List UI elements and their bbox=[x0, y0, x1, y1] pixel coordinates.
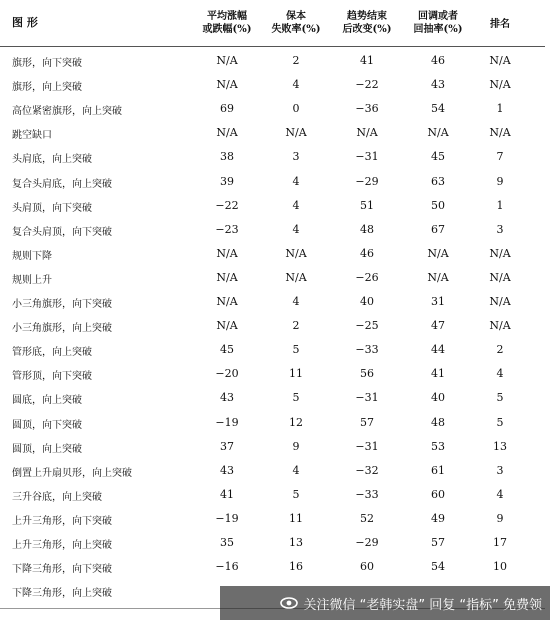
row-trend-value: −22 bbox=[355, 78, 379, 92]
row-trend-value: 51 bbox=[360, 198, 374, 212]
header-rank: 排名 bbox=[490, 19, 510, 30]
table-row bbox=[0, 363, 545, 387]
row-trend-value: N/A bbox=[356, 126, 378, 140]
row-pattern-name: 旗形，向上突破 bbox=[12, 82, 82, 94]
row-pattern-name: 旗形，向下突破 bbox=[12, 58, 82, 69]
table-row bbox=[0, 267, 545, 291]
row-rank-value: 5 bbox=[496, 415, 504, 429]
row-pull-value: N/A bbox=[427, 270, 449, 284]
row-pattern-name: 圆顶，向下突破 bbox=[12, 419, 82, 431]
row-pattern-name: 头肩顶，向下突破 bbox=[12, 202, 92, 214]
header-trend-change bbox=[334, 10, 400, 36]
row-pull-value: 40 bbox=[431, 391, 445, 405]
header-fail-rate-line2: 失败率(%) bbox=[271, 24, 321, 35]
row-avg-value: 39 bbox=[220, 174, 234, 188]
row-rank-value: 4 bbox=[496, 367, 504, 381]
row-pattern-name: 三升谷底，向上突破 bbox=[12, 491, 102, 503]
row-avg-value: N/A bbox=[216, 126, 238, 140]
row-avg-value: −19 bbox=[215, 511, 239, 525]
row-pull-value: 49 bbox=[431, 511, 445, 525]
row-pull-value: 48 bbox=[431, 415, 445, 429]
table-row bbox=[0, 412, 545, 436]
row-pull-value: 47 bbox=[431, 319, 445, 333]
row-fail-value: 9 bbox=[292, 439, 300, 453]
row-pull-value: 31 bbox=[431, 295, 445, 308]
row-pattern-name: 高位紧密旗形，向上突破 bbox=[12, 106, 122, 118]
row-pattern-name: 上升三角形，向下突破 bbox=[12, 515, 112, 527]
row-avg-value: N/A bbox=[216, 78, 238, 92]
row-pattern-name: 圆顶，向上突破 bbox=[12, 443, 82, 455]
row-fail-value: 11 bbox=[289, 367, 303, 381]
row-rank-value: 9 bbox=[496, 511, 504, 525]
header-trend-change-line1: 趋势结束 bbox=[347, 11, 387, 22]
row-avg-value: N/A bbox=[216, 319, 238, 333]
row-rank-value: N/A bbox=[489, 295, 511, 308]
row-rank-value: 1 bbox=[496, 102, 504, 116]
row-fail-value: 4 bbox=[292, 295, 300, 308]
row-avg-value: N/A bbox=[216, 295, 238, 308]
row-fail-value: 4 bbox=[292, 174, 300, 188]
row-fail-value: 2 bbox=[292, 319, 300, 333]
row-pattern-name: 头肩底，向上突破 bbox=[12, 154, 92, 166]
row-pull-value: 45 bbox=[431, 150, 445, 164]
table-row bbox=[0, 74, 545, 98]
row-rank-value: 13 bbox=[493, 439, 507, 453]
table-row bbox=[0, 556, 545, 580]
row-pull-value: N/A bbox=[427, 246, 449, 260]
row-trend-value: 41 bbox=[360, 54, 374, 67]
row-trend-value: −26 bbox=[355, 270, 379, 284]
row-avg-value: −20 bbox=[215, 367, 239, 381]
row-avg-value: N/A bbox=[216, 270, 238, 284]
row-pattern-name: 管形底，向上突破 bbox=[12, 347, 92, 359]
row-fail-value: 16 bbox=[289, 560, 303, 574]
row-trend-value: −33 bbox=[355, 343, 379, 357]
row-trend-value: 52 bbox=[360, 511, 374, 525]
row-avg-value: −22 bbox=[215, 198, 239, 212]
header-pullback-rate-line2: 回抽率(%) bbox=[413, 24, 463, 35]
header-fail-rate-line1: 保本 bbox=[286, 11, 306, 22]
row-rank-value: 3 bbox=[496, 463, 504, 477]
row-pull-value: 67 bbox=[431, 222, 445, 236]
row-trend-value: 60 bbox=[360, 560, 374, 574]
row-pull-value: 57 bbox=[431, 536, 445, 549]
row-pattern-name: 复合头肩顶，向下突破 bbox=[12, 226, 112, 238]
table-row bbox=[0, 195, 545, 219]
row-trend-value: 48 bbox=[360, 222, 374, 236]
row-avg-value: 35 bbox=[220, 536, 234, 549]
watermark-text: 关注微信 “老韩实盘” 回复 “指标” 免费领 bbox=[303, 597, 542, 613]
row-rank-value: 9 bbox=[496, 174, 504, 188]
row-pull-value: 63 bbox=[431, 174, 445, 188]
row-rank-value: 1 bbox=[496, 198, 504, 212]
table-row bbox=[0, 484, 545, 508]
watermark-banner bbox=[220, 586, 550, 620]
row-avg-value: 41 bbox=[220, 487, 234, 501]
row-fail-value: 5 bbox=[292, 343, 300, 357]
row-pattern-name: 跳空缺口 bbox=[12, 130, 52, 142]
row-fail-value: 4 bbox=[292, 463, 300, 477]
row-pattern-name: 复合头肩底，向上突破 bbox=[12, 178, 112, 190]
row-rank-value: N/A bbox=[489, 78, 511, 92]
row-avg-value: N/A bbox=[216, 54, 238, 67]
row-fail-value: 13 bbox=[289, 536, 303, 549]
row-pattern-name: 上升三角形，向上突破 bbox=[12, 540, 112, 551]
row-pattern-name: 圆底，向上突破 bbox=[12, 395, 82, 407]
header-fail-rate bbox=[265, 10, 327, 36]
row-fail-value: 4 bbox=[292, 78, 300, 92]
row-avg-value: 37 bbox=[220, 439, 234, 453]
table-row bbox=[0, 146, 545, 170]
table-row bbox=[0, 50, 545, 74]
row-pull-value: 54 bbox=[431, 560, 445, 574]
table-row bbox=[0, 98, 545, 122]
row-pattern-name: 倒置上升扇贝形，向上突破 bbox=[12, 467, 132, 479]
row-rank-value: N/A bbox=[489, 319, 511, 333]
row-trend-value: −32 bbox=[355, 463, 379, 477]
row-fail-value: 12 bbox=[289, 415, 303, 429]
row-fail-value: 2 bbox=[292, 54, 300, 67]
row-pull-value: 61 bbox=[431, 463, 445, 477]
row-avg-value: −16 bbox=[215, 560, 239, 574]
row-pattern-name: 小三角旗形，向下突破 bbox=[12, 299, 112, 310]
row-fail-value: N/A bbox=[285, 270, 307, 284]
row-rank-value: 17 bbox=[493, 536, 507, 549]
row-avg-value: 43 bbox=[220, 391, 234, 405]
row-trend-value: −31 bbox=[355, 391, 379, 405]
table-row bbox=[0, 315, 545, 339]
row-rank-value: N/A bbox=[489, 246, 511, 260]
row-fail-value: N/A bbox=[285, 246, 307, 260]
table-header bbox=[0, 10, 545, 47]
table-row bbox=[0, 122, 545, 146]
eye-icon bbox=[280, 596, 298, 610]
row-rank-value: 5 bbox=[496, 391, 504, 405]
row-rank-value: N/A bbox=[489, 54, 511, 67]
header-avg-change-line1: 平均涨幅 bbox=[207, 11, 247, 22]
row-avg-value: 43 bbox=[220, 463, 234, 477]
table-row bbox=[0, 219, 545, 243]
row-trend-value: 46 bbox=[360, 246, 374, 260]
row-trend-value: −31 bbox=[355, 150, 379, 164]
row-pull-value: 46 bbox=[431, 54, 445, 67]
row-pull-value: 53 bbox=[431, 439, 445, 453]
row-pull-value: 54 bbox=[431, 102, 445, 116]
table-row bbox=[0, 171, 545, 195]
row-rank-value: N/A bbox=[489, 270, 511, 284]
row-pull-value: 44 bbox=[431, 343, 445, 357]
row-rank-value: N/A bbox=[489, 126, 511, 140]
table-row bbox=[0, 460, 545, 484]
row-fail-value: 3 bbox=[292, 150, 300, 164]
header-avg-change bbox=[196, 10, 258, 36]
row-pattern-name: 规则上升 bbox=[12, 274, 52, 286]
row-fail-value: 11 bbox=[289, 511, 303, 525]
table-row bbox=[0, 436, 545, 460]
header-pullback-rate bbox=[406, 10, 470, 36]
row-pattern-name: 下降三角形，向上突破 bbox=[12, 588, 112, 600]
row-fail-value: N/A bbox=[285, 126, 307, 140]
row-trend-value: −36 bbox=[355, 102, 379, 116]
row-trend-value: −29 bbox=[355, 536, 379, 549]
row-pull-value: 50 bbox=[431, 198, 445, 212]
row-pattern-name: 规则下降 bbox=[12, 250, 52, 262]
row-rank-value: 2 bbox=[496, 343, 504, 357]
table-row bbox=[0, 508, 545, 532]
row-avg-value: 69 bbox=[220, 102, 234, 116]
row-trend-value: 57 bbox=[360, 415, 374, 429]
row-trend-value: 56 bbox=[360, 367, 374, 381]
header-pullback-rate-line1: 回调或者 bbox=[418, 11, 458, 22]
row-rank-value: 10 bbox=[493, 560, 507, 574]
table-row bbox=[0, 243, 545, 267]
row-pattern-name: 下降三角形，向下突破 bbox=[12, 564, 112, 576]
row-fail-value: 4 bbox=[292, 198, 300, 212]
row-trend-value: −25 bbox=[355, 319, 379, 333]
table-row bbox=[0, 291, 545, 315]
row-avg-value: 45 bbox=[220, 343, 234, 357]
row-fail-value: 5 bbox=[292, 487, 300, 501]
row-trend-value: 40 bbox=[360, 295, 374, 308]
row-avg-value: 38 bbox=[220, 150, 234, 164]
row-trend-value: −29 bbox=[355, 174, 379, 188]
row-fail-value: 4 bbox=[292, 222, 300, 236]
row-trend-value: −31 bbox=[355, 439, 379, 453]
row-rank-value: 7 bbox=[496, 150, 504, 164]
row-pull-value: 41 bbox=[431, 367, 445, 381]
row-trend-value: −33 bbox=[355, 487, 379, 501]
row-rank-value: 4 bbox=[496, 487, 504, 501]
header-avg-change-line2: 或跌幅(%) bbox=[202, 24, 252, 35]
row-pattern-name: 管形顶，向下突破 bbox=[12, 371, 92, 383]
row-fail-value: 0 bbox=[292, 102, 300, 116]
row-avg-value: −19 bbox=[215, 415, 239, 429]
table-row bbox=[0, 387, 545, 411]
row-pattern-name: 小三角旗形，向上突破 bbox=[12, 323, 112, 335]
row-pull-value: 60 bbox=[431, 487, 445, 501]
header-trend-change-line2: 后改变(%) bbox=[342, 24, 392, 35]
row-pull-value: 43 bbox=[431, 78, 445, 92]
row-pull-value: N/A bbox=[427, 126, 449, 140]
row-fail-value: 5 bbox=[292, 391, 300, 405]
row-avg-value: −23 bbox=[215, 222, 239, 236]
table-row bbox=[0, 532, 545, 556]
header-pattern: 图 形 bbox=[12, 16, 38, 29]
row-rank-value: 3 bbox=[496, 222, 504, 236]
row-avg-value: N/A bbox=[216, 246, 238, 260]
table-row bbox=[0, 339, 545, 363]
